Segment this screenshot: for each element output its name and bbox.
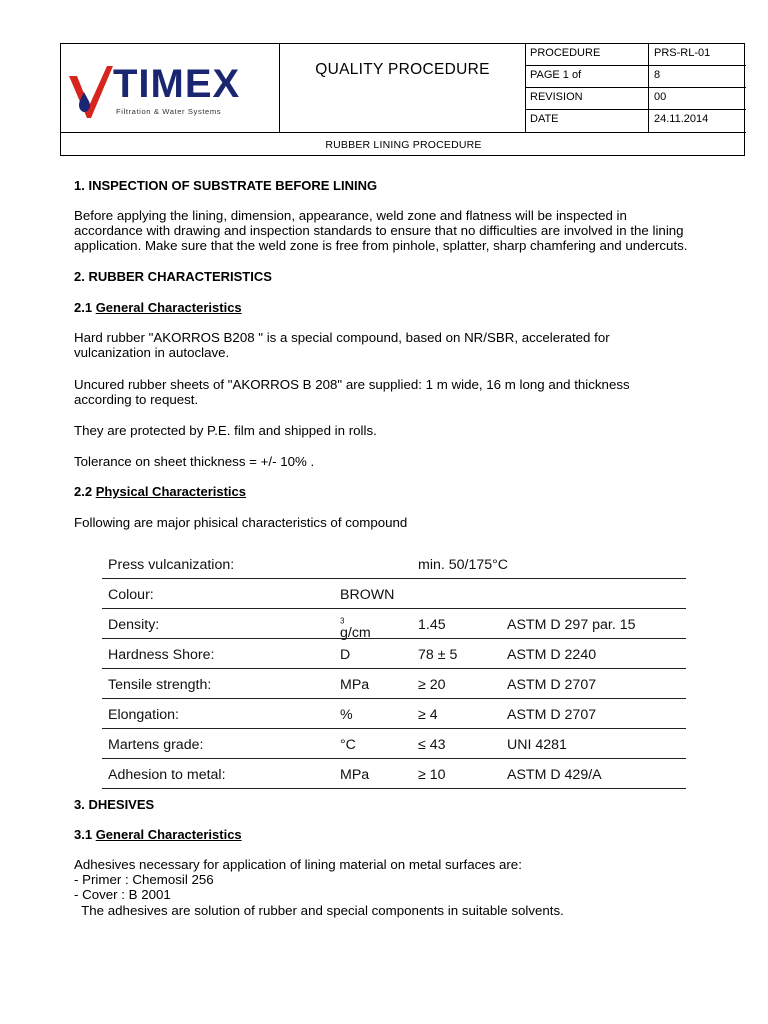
- paragraph: Following are major phisical characteristics of compound: [74, 515, 408, 530]
- property-cell: Adhesion to metal:: [108, 767, 226, 783]
- logo-cell: [61, 44, 280, 132]
- section-heading: 1. INSPECTION OF SUBSTRATE BEFORE LINING: [74, 178, 378, 193]
- subsection-number: 3.1: [74, 827, 96, 842]
- meta-table: [526, 44, 746, 132]
- value-cell: ≥ 20: [418, 677, 446, 693]
- subsection-title: Physical Characteristics: [95, 484, 246, 499]
- unit-cell: D: [340, 647, 351, 663]
- meta-value: PRS-RL-01: [654, 47, 711, 59]
- list-item: - Primer : Chemosil 256: [74, 872, 214, 887]
- unit-cell: MPa: [340, 677, 370, 693]
- paragraph: They are protected by P.E. film and shipped in rolls.: [74, 423, 377, 438]
- subsection-heading: [74, 484, 732, 500]
- document-subtitle: RUBBER LINING PROCEDURE: [61, 132, 746, 156]
- paragraph-line: application. Make sure that the weld zone is free from pinhole, splatter, sharp chamfering and undercuts.: [74, 238, 688, 253]
- meta-label: PAGE 1 of: [526, 66, 649, 88]
- table-row: [102, 639, 686, 669]
- property-cell: Press vulcanization:: [108, 557, 235, 573]
- table-row: [102, 699, 686, 729]
- table-row: [102, 549, 686, 579]
- subsection-heading: [74, 827, 732, 843]
- section-heading: 3. DHESIVES: [74, 797, 155, 812]
- meta-row-page: [526, 66, 746, 88]
- unit-cell: BROWN: [340, 587, 395, 603]
- unit-cell: MPa: [340, 767, 370, 783]
- subsection-number: 2.2: [74, 484, 96, 499]
- unit-cell: %: [340, 707, 353, 723]
- value-cell: ≥ 10: [418, 767, 446, 783]
- meta-label: DATE: [526, 110, 649, 132]
- table-row: [102, 669, 686, 699]
- meta-row-date: [526, 110, 746, 132]
- paragraph-line: The adhesives are solution of rubber and special components in suitable solvents.: [74, 903, 564, 918]
- section-heading: 2. RUBBER CHARACTERISTICS: [74, 269, 272, 284]
- document-header: [60, 43, 745, 156]
- unit-cell: [340, 616, 371, 641]
- meta-value: 00: [654, 91, 667, 103]
- standard-cell: ASTM D 2707: [507, 707, 597, 723]
- value-cell: 78 ± 5: [418, 647, 458, 663]
- property-cell: Colour:: [108, 587, 154, 603]
- property-cell: Martens grade:: [108, 737, 204, 753]
- subsection-heading: [74, 300, 732, 316]
- logo-wordmark: TIMEX: [113, 62, 241, 106]
- paragraph-line: Before applying the lining, dimension, appearance, weld zone and flatness will be inspected in: [74, 208, 627, 223]
- paragraph-line: Uncured rubber sheets of "AKORROS B 208" are supplied: 1 m wide, 16 m long and thickness: [74, 377, 630, 392]
- logo-tagline: Filtration & Water Systems: [116, 107, 222, 116]
- property-cell: Density:: [108, 617, 160, 633]
- table-row: [102, 729, 686, 759]
- subsection-title: General Characteristics: [95, 827, 242, 842]
- meta-value: 8: [654, 69, 661, 81]
- property-cell: Elongation:: [108, 707, 179, 723]
- unit-text: g/cm: [340, 625, 371, 641]
- paragraph: Tolerance on sheet thickness = +/- 10% .: [74, 454, 315, 469]
- table-row: [102, 579, 686, 609]
- subsection-title: General Characteristics: [95, 300, 242, 315]
- meta-row-revision: [526, 88, 746, 110]
- paragraph-line: vulcanization in autoclave.: [74, 345, 230, 360]
- meta-row-procedure: [526, 44, 746, 66]
- property-cell: Tensile strength:: [108, 677, 212, 693]
- unit-superscript: 3: [340, 616, 345, 626]
- paragraph-line: Adhesives necessary for application of lining material on metal surfaces are:: [74, 857, 522, 872]
- timex-logo-icon: [67, 62, 115, 122]
- standard-cell: ASTM D 2707: [507, 677, 597, 693]
- meta-value: 24.11.2014: [654, 113, 709, 125]
- list-item: - Cover : B 2001: [74, 887, 171, 902]
- subsection-number: 2.1: [74, 300, 96, 315]
- standard-cell: ASTM D 297 par. 15: [507, 617, 636, 633]
- table-row: [102, 609, 686, 639]
- standard-cell: ASTM D 2240: [507, 647, 597, 663]
- unit-cell: °C: [340, 737, 356, 753]
- paragraph-line: accordance with drawing and inspection standards to ensure that no difficulties are involved in the lining: [74, 223, 684, 238]
- document-title: QUALITY PROCEDURE: [280, 44, 526, 132]
- property-cell: Hardness Shore:: [108, 647, 215, 663]
- standard-cell: UNI 4281: [507, 737, 567, 753]
- table-row: [102, 759, 686, 789]
- value-cell: ≤ 43: [418, 737, 446, 753]
- value-cell: 1.45: [418, 617, 446, 633]
- value-cell: min. 50/175°C: [418, 557, 509, 573]
- meta-label: PROCEDURE: [526, 44, 649, 66]
- paragraph-line: according to request.: [74, 392, 199, 407]
- meta-label: REVISION: [526, 88, 649, 110]
- value-cell: ≥ 4: [418, 707, 438, 723]
- standard-cell: ASTM D 429/A: [507, 767, 602, 783]
- paragraph-line: Hard rubber "AKORROS B208 " is a special compound, based on NR/SBR, accelerated for: [74, 330, 610, 345]
